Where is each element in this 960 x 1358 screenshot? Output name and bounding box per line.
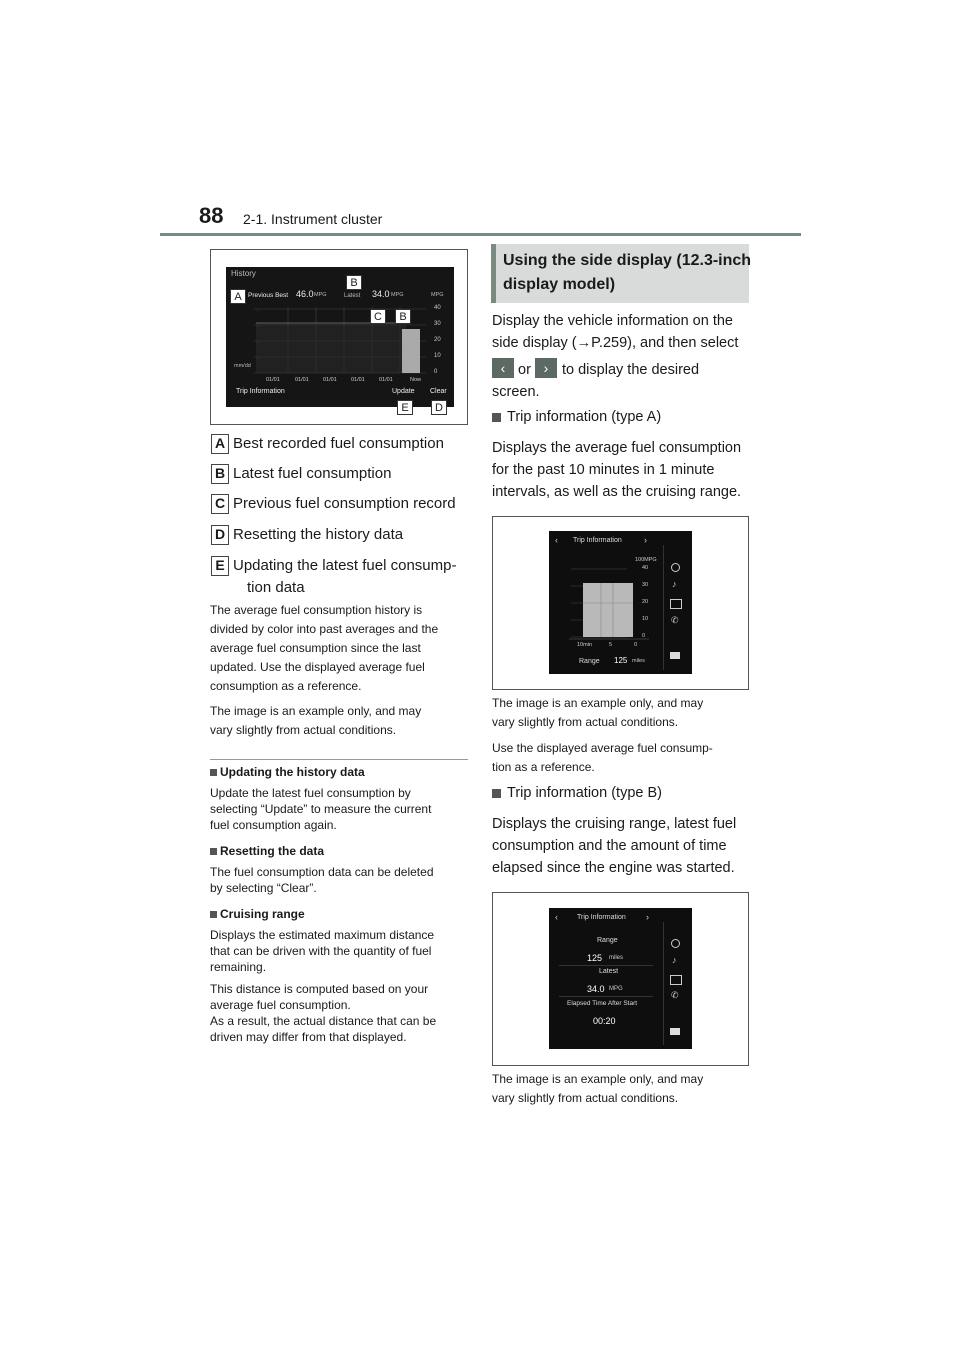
x-tick: 01/01	[351, 377, 365, 383]
legend-badge-b: B	[211, 464, 229, 484]
screen-a-unit: 100MPG	[635, 557, 657, 563]
x-tick: 01/01	[295, 377, 309, 383]
svg-text:-: -	[257, 323, 259, 328]
y-tick: 40	[642, 565, 649, 571]
svg-text:-: -	[257, 339, 259, 344]
type-a-caption-1: The image is an example only, and may vary slightly from actual conditions.	[492, 696, 704, 729]
x-tick: 01/01	[266, 377, 280, 383]
history-chart	[226, 267, 454, 407]
screen-a	[549, 531, 692, 674]
previous-best-value: 46.0	[296, 289, 314, 299]
legend-text-e-cont: tion data	[247, 579, 305, 596]
legend-text-c: Previous fuel consumption record	[233, 495, 456, 512]
screen-b-range-unit: miles	[609, 955, 624, 961]
music-note-icon[interactable]: ♪	[672, 579, 677, 589]
screen-b-latest-unit: MPG	[609, 986, 623, 992]
header-rule	[160, 233, 801, 236]
y-tick: 10	[642, 616, 649, 622]
screen-b	[549, 908, 692, 1049]
x-tick: 0	[634, 642, 638, 648]
latest-unit: MPG	[391, 292, 404, 298]
updating-history-section: Updating the history data Update the latest fuel consumption by selecting “Update” to measure the current fuel consumption again.	[210, 765, 432, 832]
clear-button[interactable]: Clear	[430, 388, 447, 395]
screen-b-latest-value: 34.0	[587, 984, 605, 994]
y-tick: 0	[642, 633, 646, 639]
chevron-left-icon: ‹	[492, 358, 514, 378]
type-b-body: Displays the cruising range, latest fuel consumption and the amount of time elapsed since the engine was started.	[492, 816, 737, 876]
history-note: The average fuel consumption history is divided by color into past averages and the average fuel consumption since the last updated. Use the displayed average fuel consumption as a reference.	[210, 603, 439, 693]
latest-label: Latest	[344, 293, 361, 299]
screen-b-elapsed-value: 00:20	[593, 1016, 616, 1026]
display-icon[interactable]	[670, 652, 680, 659]
bullet-square-icon	[492, 789, 501, 798]
side-display-heading: Using the side display (12.3-inch display model)	[503, 252, 752, 293]
phone-icon[interactable]: ✆	[671, 615, 679, 625]
history-title: History	[231, 269, 256, 278]
type-a-body: Displays the average fuel consumption for the past 10 minutes in 1 minute intervals, as well as the cruising range.	[492, 440, 742, 500]
callout-e: E	[397, 400, 413, 415]
latest-value: 34.0	[372, 289, 390, 299]
svg-text:-: -	[257, 355, 259, 360]
intro-or: or	[518, 362, 531, 378]
screen-b-title: Trip Information	[577, 914, 626, 921]
section-title: 2-1. Instrument cluster	[243, 211, 383, 227]
trip-info-type-a-image	[492, 516, 749, 690]
x-tick: 5	[609, 642, 613, 648]
x-tick: 01/01	[323, 377, 337, 383]
axis-unit: MPG	[431, 292, 444, 298]
screen-a-range-label: Range	[579, 658, 600, 665]
y-tick: 20	[434, 337, 441, 343]
type-b-heading: Trip information (type B)	[492, 785, 662, 801]
chart-icon[interactable]	[670, 599, 682, 609]
screen-b-next-icon[interactable]: ›	[646, 912, 649, 922]
legend-text-a: Best recorded fuel consumption	[233, 435, 444, 452]
callout-a: A	[230, 289, 246, 304]
type-b-caption: The image is an example only, and may vary slightly from actual conditions.	[492, 1072, 704, 1105]
screen-a-prev-icon[interactable]: ‹	[555, 535, 558, 545]
bullet-square-icon	[210, 769, 217, 776]
y-tick: 10	[434, 353, 441, 359]
callout-b-top: B	[346, 275, 362, 290]
legend-badge-c: C	[211, 494, 229, 514]
page-number: 88	[199, 203, 224, 228]
intro-line-1: Display the vehicle information on the	[492, 313, 733, 329]
section-divider	[210, 759, 468, 760]
screen-a-title: Trip Information	[573, 537, 622, 544]
phone-icon[interactable]: ✆	[671, 990, 679, 1000]
music-note-icon[interactable]: ♪	[672, 955, 677, 965]
x-tick: Now	[410, 377, 422, 383]
example-note: The image is an example only, and may vary slightly from actual conditions.	[210, 704, 422, 737]
legend-text-d: Resetting the history data	[233, 526, 404, 543]
x-tick: 10min	[577, 642, 592, 648]
screen-b-sep	[559, 996, 653, 997]
screen-a-range-unit: miles	[632, 658, 645, 664]
legend-badge-d: D	[211, 525, 229, 545]
bullet-square-icon	[210, 848, 217, 855]
trip-info-type-b-image	[492, 892, 749, 1066]
y-tick: 30	[434, 321, 441, 327]
legend-text-e: Updating the latest fuel consump-	[233, 557, 457, 574]
intro-line-2: side display (→P.259), and then select	[492, 335, 739, 351]
screen-b-elapsed-label: Elapsed Time After Start	[567, 1000, 638, 1007]
screen-a-side-divider	[663, 545, 664, 670]
trip-information-button[interactable]: Trip Information	[236, 388, 285, 395]
resetting-data-section: Resetting the data The fuel consumption data can be deleted by selecting “Clear”.	[210, 844, 434, 895]
cruising-range-section: Cruising range Displays the estimated maximum distance that can be driven with the quantity of fuel remaining. This distance is computed based on your average fuel consumption. As a result, the actual distance that can be driven may differ from that displayed.	[210, 907, 437, 1044]
callout-d: D	[431, 400, 447, 415]
previous-best-unit: MPG	[314, 292, 327, 298]
history-image-frame	[210, 249, 468, 425]
bullet-square-icon	[210, 911, 217, 918]
type-a-caption-2: Use the displayed average fuel consump- tion as a reference.	[492, 741, 713, 774]
y-tick: 0	[434, 369, 438, 375]
history-screen	[226, 267, 454, 407]
callout-b: B	[395, 309, 411, 324]
display-icon[interactable]	[670, 1028, 680, 1035]
y-tick: 30	[642, 582, 649, 588]
bullet-square-icon	[492, 413, 501, 422]
gauge-icon[interactable]	[671, 939, 680, 948]
screen-b-side-divider	[663, 922, 664, 1045]
svg-text:-: -	[257, 307, 259, 312]
screen-b-prev-icon[interactable]: ‹	[555, 912, 558, 922]
heading-accent	[491, 244, 496, 303]
update-button[interactable]: Update	[392, 388, 415, 395]
legend-text-b: Latest fuel consumption	[233, 465, 392, 482]
chart-icon[interactable]	[670, 975, 682, 985]
screen-b-range-label: Range	[597, 937, 618, 944]
y-tick: 20	[642, 599, 649, 605]
gauge-icon[interactable]	[671, 563, 680, 572]
legend-badge-e: E	[211, 556, 229, 576]
intro-line-4: screen.	[492, 384, 540, 400]
screen-b-sep	[559, 965, 653, 966]
intro-after: to display the desired	[562, 362, 700, 378]
x-tick: 01/01	[379, 377, 393, 383]
screen-a-next-icon[interactable]: ›	[644, 535, 647, 545]
date-label: mm/dd	[234, 363, 251, 369]
legend-badge-a: A	[211, 434, 229, 454]
y-tick: 40	[434, 305, 441, 311]
type-a-heading: Trip information (type A)	[492, 409, 661, 425]
screen-b-range-value: 125	[587, 953, 603, 963]
screen-a-range-value: 125	[614, 656, 628, 665]
callout-c: C	[370, 309, 386, 324]
screen-b-latest-label: Latest	[599, 968, 619, 975]
previous-best-label: Previous Best	[248, 292, 289, 299]
chevron-right-icon: ›	[535, 358, 557, 378]
